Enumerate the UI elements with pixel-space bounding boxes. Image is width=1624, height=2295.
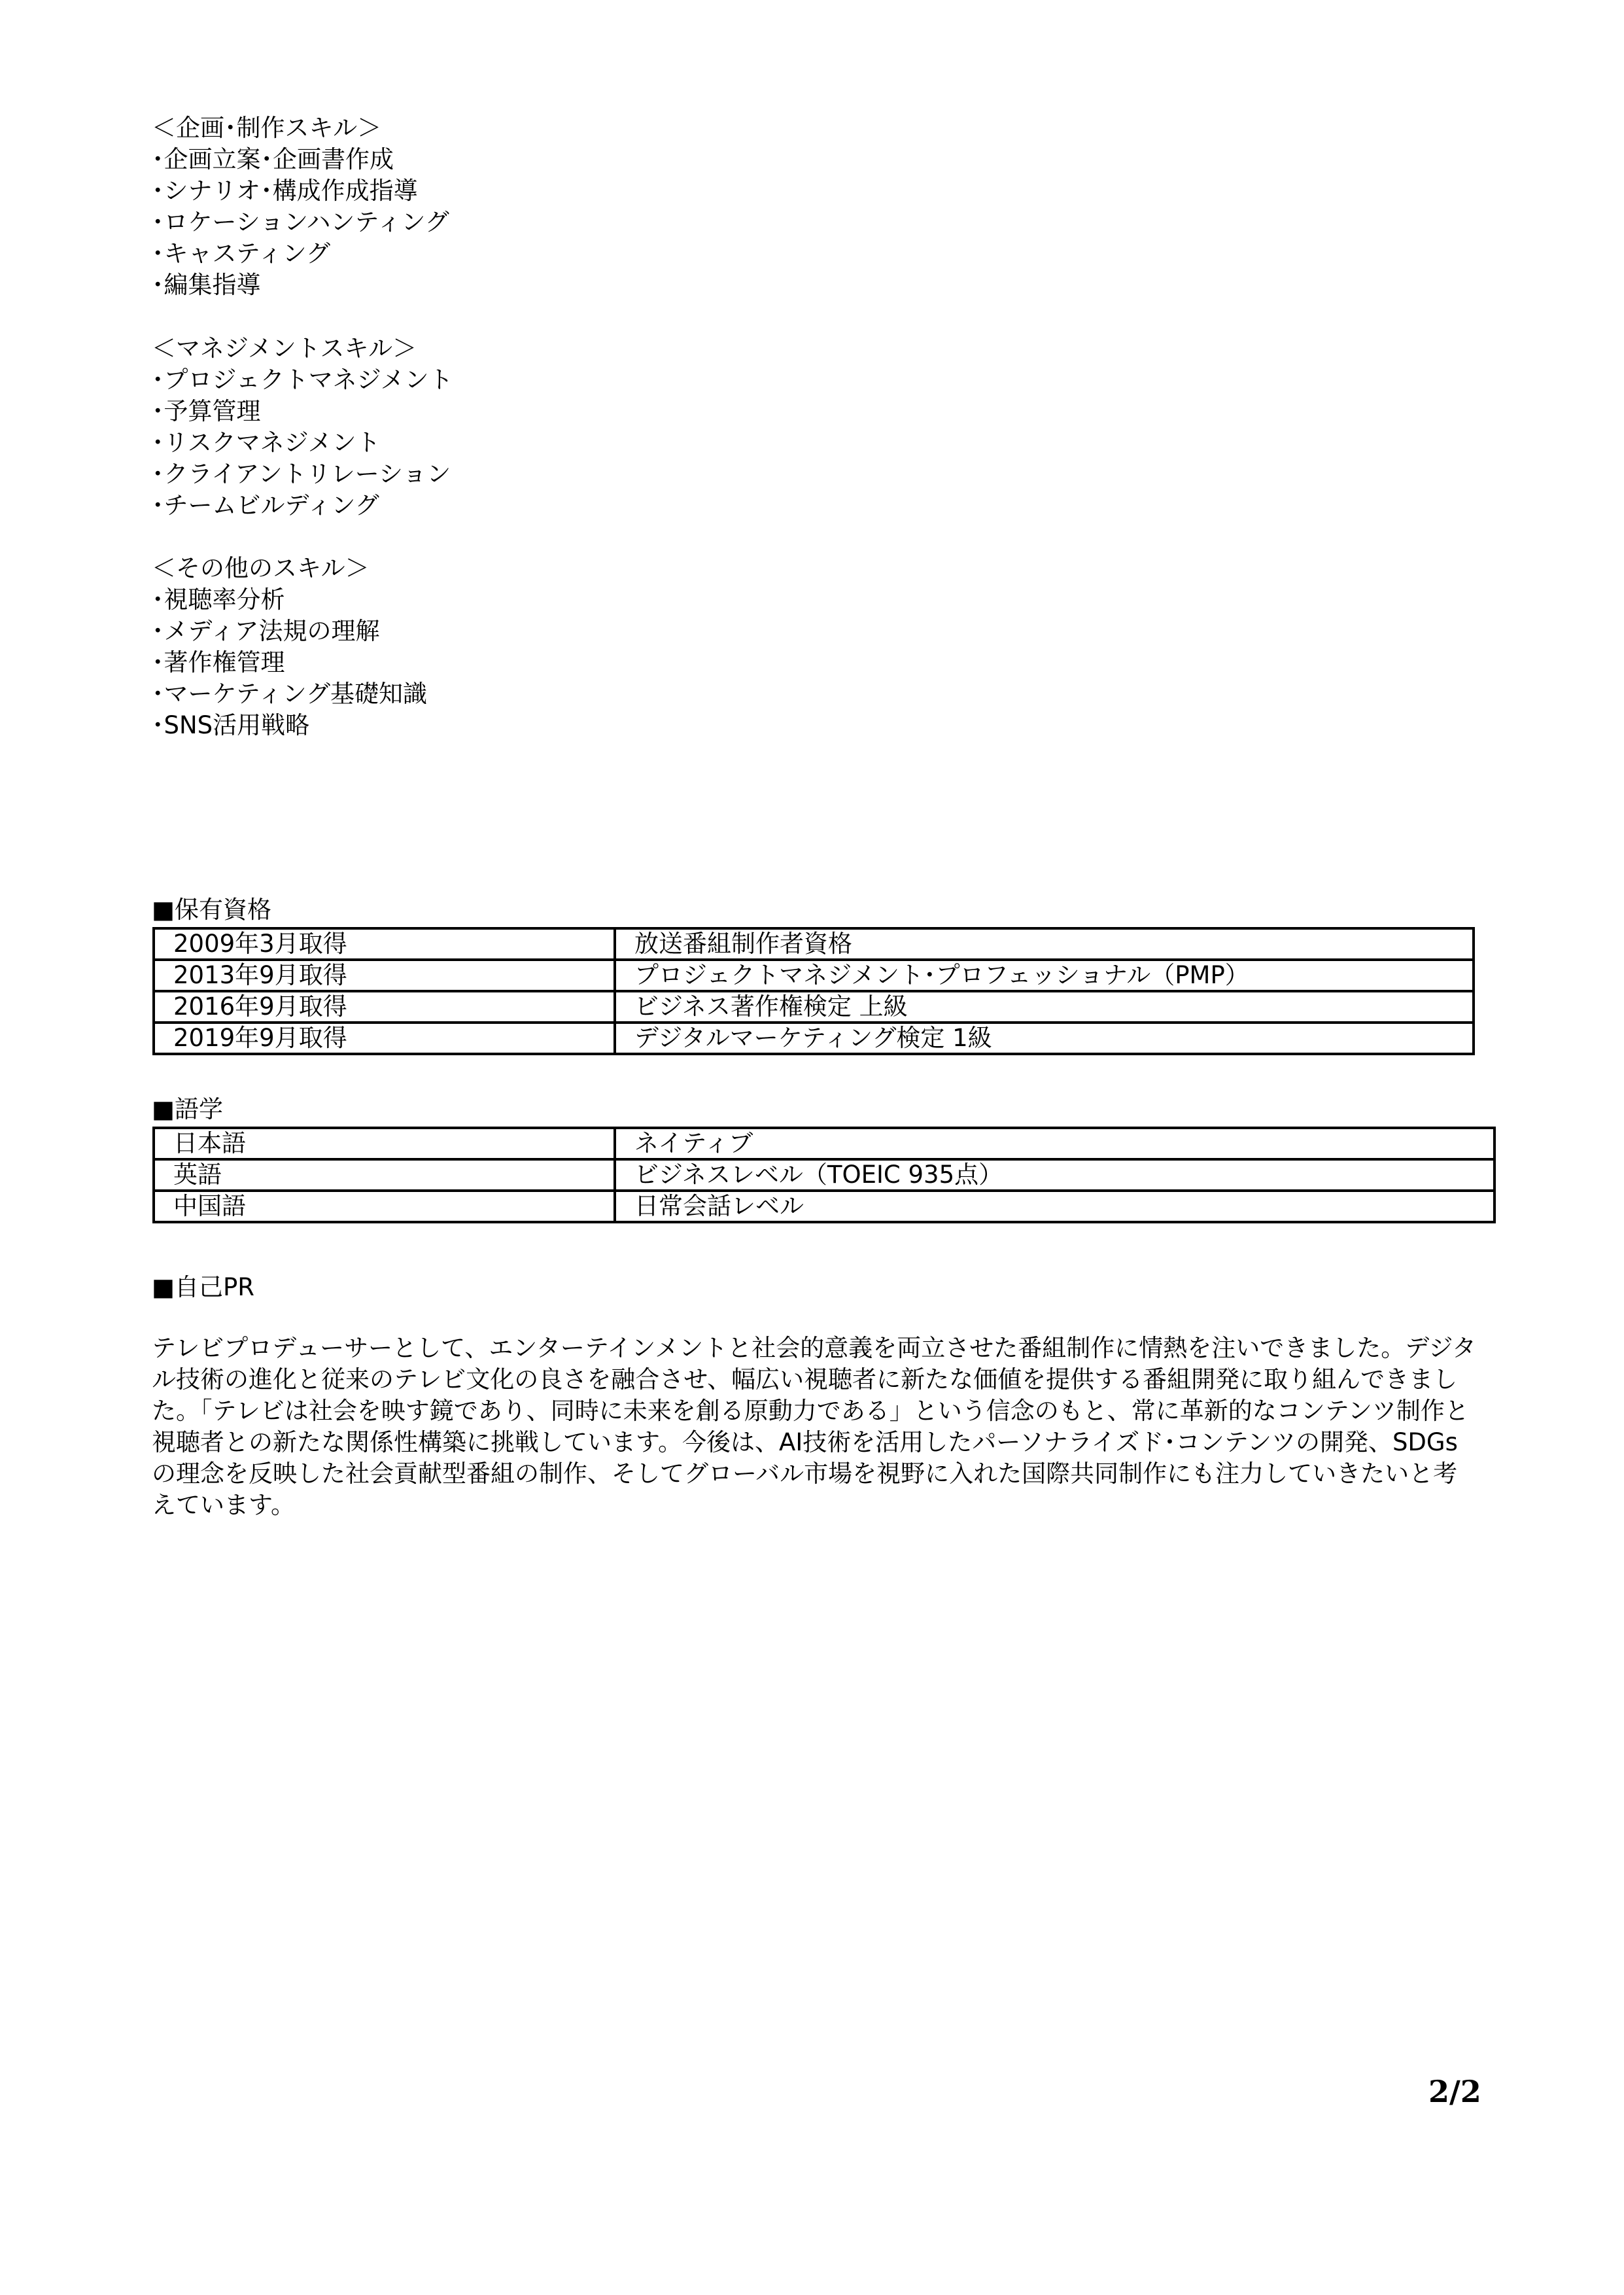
planning-skill-item: ･企画立案･企画書作成	[152, 145, 394, 173]
languages-label: ■語学	[152, 1095, 223, 1123]
planning-skill-item: ･編集指導	[152, 271, 261, 299]
language-name: 英語	[154, 1159, 615, 1191]
management-skill-item: ･リスクマネジメント	[152, 429, 381, 457]
self-pr-text: テレビプロデューサーとして、エンターテインメントと社会的意義を両立させた番組制作に情熱を注いできました。デジタル技術の進化と従来のテレビ文化の良さを融合させ、幅広い視聴者に新たな価値を提供する番組開発に取り組んできました。「テレビは社会を映す鏡であり、同時に未来を創る原動力である」という信念のもと、常に革新的なコンテンツ制作と視聴者との新たな関係性構築に挑戦しています。今後は、AI技術を活用したパーソナライズド･コンテンツの開発、SDGsの理念を反映した社会貢献型番組の制作、そしてグローバル市場を視野に入れた国際共同制作にも注力していきたいと考えています。	[152, 1334, 1477, 1519]
qualifications-table	[152, 927, 1475, 1055]
table-row	[154, 991, 1474, 1023]
management-skills-section	[152, 333, 453, 521]
management-skill-item: ･予算管理	[152, 397, 261, 425]
other-skill-item: ･著作権管理	[152, 648, 285, 676]
management-skills-heading: ＜マネジメントスキル＞	[152, 334, 417, 362]
qualification-name: プロジェクトマネジメント･プロフェッショナル（PMP）	[615, 960, 1474, 991]
table-row	[154, 960, 1474, 991]
language-name: 日本語	[154, 1128, 615, 1159]
qualification-date: 2009年3月取得	[154, 928, 615, 960]
other-skills-section	[152, 553, 427, 741]
language-level: 日常会話レベル	[615, 1191, 1494, 1222]
planning-skill-item: ･シナリオ･構成作成指導	[152, 177, 418, 205]
planning-skill-item: ･ロケーションハンティング	[152, 208, 449, 236]
table-row	[154, 1023, 1474, 1054]
languages-table	[152, 1127, 1496, 1223]
qualification-date: 2019年9月取得	[154, 1023, 615, 1054]
table-row	[154, 928, 1474, 960]
qualification-name: ビジネス著作権検定 上級	[615, 991, 1474, 1023]
qualification-date: 2013年9月取得	[154, 960, 615, 991]
language-level: ネイティブ	[615, 1128, 1494, 1159]
management-skill-item: ･クライアントリレーション	[152, 460, 451, 488]
page-number: 2/2	[1428, 2074, 1481, 2109]
qualification-name: 放送番組制作者資格	[615, 928, 1474, 960]
other-skills-heading: ＜その他のスキル＞	[152, 554, 370, 582]
other-skill-item: ･SNS活用戦略	[152, 711, 310, 739]
other-skill-item: ･視聴率分析	[152, 586, 285, 614]
planning-skills-section	[152, 113, 449, 301]
qualification-name: デジタルマーケティング検定 1級	[615, 1023, 1474, 1054]
planning-skill-item: ･キャスティング	[152, 239, 331, 268]
qualifications-label: ■保有資格	[152, 896, 271, 924]
table-row	[154, 1191, 1494, 1222]
self-pr-label: ■自己PR	[152, 1273, 254, 1301]
table-row	[154, 1128, 1494, 1159]
qualification-date: 2016年9月取得	[154, 991, 615, 1023]
planning-skills-heading: ＜企画･制作スキル＞	[152, 114, 382, 142]
management-skill-item: ･プロジェクトマネジメント	[152, 366, 453, 394]
other-skill-item: ･マーケティング基礎知識	[152, 680, 428, 708]
other-skill-item: ･メディア法規の理解	[152, 617, 380, 645]
language-name: 中国語	[154, 1191, 615, 1222]
table-row	[154, 1159, 1494, 1191]
language-level: ビジネスレベル（TOEIC 935点）	[615, 1159, 1494, 1191]
management-skill-item: ･チームビルディング	[152, 491, 379, 519]
